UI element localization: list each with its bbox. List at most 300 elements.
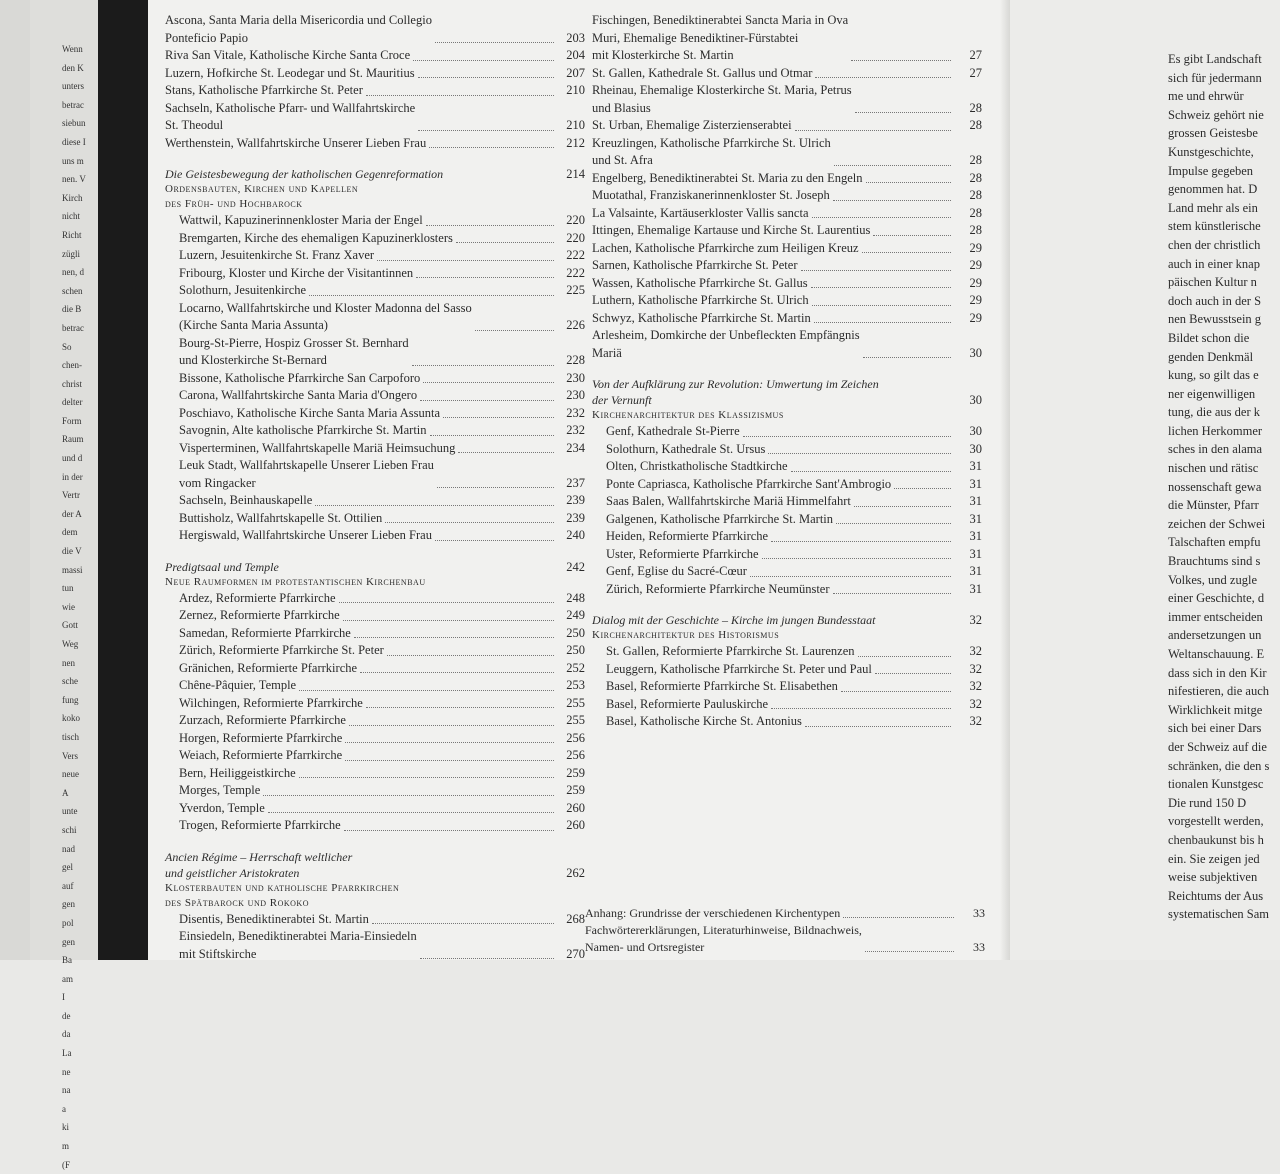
entry-title: Solothurn, Kathedrale St. Ursus — [606, 441, 766, 456]
toc-entry — [592, 12, 982, 65]
text-line: pol — [62, 917, 74, 928]
dot-leader — [814, 322, 951, 323]
dot-leader — [339, 602, 554, 603]
dot-leader — [858, 656, 951, 657]
entry-title: Bourg-St-Pierre, Hospiz Grosser St. Bernhard und Klosterkirche St-Bernard — [179, 335, 409, 367]
text-line: Die rund 150 D — [1168, 795, 1247, 810]
entry-title: Wilchingen, Reformierte Pfarrkirche — [179, 695, 363, 710]
page-number: 28 — [969, 188, 982, 202]
dot-leader — [420, 958, 554, 959]
text-line: unters — [62, 81, 84, 92]
text-line: Gott — [62, 620, 79, 631]
entry-title: Poschiavo, Katholische Kirche Santa Maria Assunta — [179, 405, 441, 420]
text-line: auch in einer knap — [1168, 256, 1260, 271]
entry-title: Gränichen, Reformierte Pfarrkirche — [179, 660, 358, 675]
text-line: Reichtums der Aus — [1168, 888, 1264, 903]
section-title: Dialog mit der Geschichte – Kirche im jungen Bundesstaat — [592, 613, 876, 627]
page-number: 28 — [969, 223, 982, 237]
dot-leader — [349, 725, 554, 726]
page-number: 32 — [969, 613, 982, 627]
text-line: tun — [62, 583, 74, 594]
text-line: der Schweiz auf die — [1168, 739, 1267, 754]
dot-leader — [836, 523, 951, 524]
toc-entry — [165, 335, 585, 370]
page-number: 226 — [566, 318, 585, 332]
text-line: nen — [62, 657, 75, 668]
entry-title: Sachseln, Katholische Pfarr- und Wallfahrtskirche St. Theodul — [165, 100, 416, 132]
entry-title: Fribourg, Kloster und Kirche der Visitantinnen — [179, 265, 414, 280]
text-line: na — [62, 1085, 71, 1096]
page-number: 242 — [566, 559, 585, 574]
dot-leader — [416, 277, 554, 278]
text-line: genden Denkmäl — [1168, 349, 1254, 364]
toc-entry — [592, 696, 982, 714]
toc-entry — [592, 581, 982, 599]
text-line: Wirklichkeit mitge — [1168, 702, 1263, 717]
toc-entry — [165, 422, 585, 440]
text-line: tung, die aus der k — [1168, 405, 1260, 420]
toc-entry — [165, 642, 585, 660]
page-number: 29 — [969, 310, 982, 325]
text-line: wie — [62, 601, 75, 612]
dot-leader — [268, 812, 554, 813]
dot-leader — [299, 690, 554, 691]
dot-leader — [377, 260, 554, 261]
page-number: 29 — [969, 293, 982, 307]
dot-leader — [771, 541, 951, 542]
book-spine — [98, 0, 148, 960]
entry-title: Fischingen, Benediktinerabtei Sancta Maria in Ova Muri, Ehemalige Benediktiner-Fürstabtei mit Klosterkirche St. Martin — [592, 13, 849, 62]
page-number: 28 — [969, 205, 982, 220]
text-line: grossen Geistesbe — [1168, 126, 1258, 141]
page-number: 253 — [566, 678, 585, 692]
text-line: tionalen Kunstgesc — [1168, 777, 1264, 792]
text-line: ne — [62, 1066, 71, 1077]
section-subtitle: Klosterbauten und katholische Pfarrkirchen des Spätbarock und Rokoko — [165, 881, 400, 909]
page-number: 220 — [566, 230, 585, 245]
text-line: fung — [62, 694, 79, 705]
entry-title: Ardez, Reformierte Pfarrkirche — [179, 590, 336, 605]
text-line: Vertr — [62, 490, 80, 501]
dot-leader — [423, 382, 554, 383]
dot-leader — [805, 726, 951, 727]
dot-leader — [430, 435, 554, 436]
toc-entry — [165, 265, 585, 283]
toc-entry — [165, 625, 585, 643]
toc-entry — [592, 458, 982, 476]
page-number: 28 — [969, 118, 982, 132]
entry-title: Muotathal, Franziskanerinnenkloster St. Joseph — [592, 188, 830, 202]
section-title: Ancien Régime – Herrschaft weltlicher und geistlicher Aristokraten — [165, 849, 353, 880]
toc-entry — [165, 247, 585, 265]
dot-leader — [458, 452, 554, 453]
entry-title: La Valsainte, Kartäuserkloster Vallis sancta — [592, 205, 809, 220]
dot-leader — [815, 77, 951, 78]
page-number: 268 — [566, 911, 585, 926]
page-number: 270 — [566, 946, 585, 961]
text-line: neue — [62, 769, 79, 780]
section-title: Die Geistesbewegung der katholischen Gegenreformation — [165, 167, 444, 181]
section-subtitle: Ordensbauten, Kirchen und Kapellen des Früh- und Hochbarock — [165, 183, 359, 210]
text-line: nen Bewusstsein g — [1168, 312, 1262, 327]
toc-entry — [592, 511, 982, 529]
dot-leader — [435, 540, 554, 541]
toc-entry — [592, 423, 982, 441]
dot-leader — [771, 708, 951, 709]
page-number: 203 — [566, 30, 585, 45]
appendix-entry — [585, 922, 985, 956]
toc-entry — [165, 82, 585, 100]
left-page-edge — [0, 0, 30, 960]
entry-title: Ponte Capriasca, Katholische Pfarrkirche Sant'Ambrogio — [606, 476, 892, 491]
text-line: andersetzungen un — [1168, 628, 1262, 643]
entry-title: Uster, Reformierte Pfarrkirche — [606, 546, 759, 561]
toc-entry — [165, 370, 585, 388]
page-number: 214 — [566, 167, 585, 181]
dot-leader — [866, 182, 951, 183]
dot-leader — [768, 453, 951, 454]
text-line: chen der christlich — [1168, 237, 1261, 252]
text-line: immer entscheiden — [1168, 609, 1263, 624]
text-line: tisch — [62, 731, 79, 742]
entry-title: Stans, Katholische Pfarrkirche St. Peter — [165, 83, 363, 97]
dot-leader — [833, 593, 951, 594]
entry-title: Trogen, Reformierte Pfarrkirche — [179, 818, 341, 832]
text-line: päischen Kultur n — [1168, 275, 1257, 290]
text-line: schen — [62, 285, 83, 296]
text-line: ner eigenwilligen — [1168, 386, 1256, 401]
page-number: 230 — [566, 370, 585, 385]
page-number: 32 — [969, 714, 982, 728]
text-line: den K — [62, 62, 84, 73]
entry-title: Genf, Kathedrale St-Pierre — [606, 424, 740, 438]
text-line: vorgestellt werden, — [1168, 814, 1264, 829]
text-line: auf — [62, 880, 74, 891]
toc-entry — [165, 730, 585, 748]
page-number: 207 — [566, 65, 585, 80]
page-number: 30 — [969, 345, 982, 360]
toc-entry — [165, 695, 585, 713]
text-line: zügli — [62, 248, 80, 259]
text-line: Land mehr als ein — [1168, 200, 1258, 215]
entry-title: Morges, Temple — [179, 783, 261, 797]
toc-entry — [165, 300, 585, 335]
toc-entry — [165, 65, 585, 83]
text-line: massi — [62, 564, 83, 575]
page-number: 31 — [969, 546, 982, 561]
toc-entry — [592, 135, 982, 170]
text-line: gen — [62, 899, 75, 910]
dot-leader — [345, 760, 554, 761]
dot-leader — [862, 252, 951, 253]
text-line: nad — [62, 843, 75, 854]
page-number: 212 — [566, 135, 585, 150]
text-line: nossenschaft gewa — [1168, 479, 1262, 494]
entry-title: Zurzach, Reformierte Pfarrkirche — [179, 713, 346, 727]
toc-section-heading — [165, 166, 585, 182]
dot-leader — [360, 672, 554, 673]
page-number: 204 — [566, 48, 585, 62]
page-number: 31 — [969, 476, 982, 491]
page-number: 29 — [969, 275, 982, 290]
toc-entry — [592, 187, 982, 205]
page-number: 230 — [566, 388, 585, 402]
section-subtitle: Neue Raumformen im protestantischen Kirchenbau — [165, 575, 426, 588]
dot-leader — [429, 147, 554, 148]
text-line: Form — [62, 415, 82, 426]
dot-leader — [437, 487, 554, 488]
entry-title: Yverdon, Temple — [179, 800, 265, 815]
entry-title: Heiden, Reformierte Pfarrkirche — [606, 529, 769, 543]
text-line: sich für jedermann — [1168, 70, 1262, 85]
page-number: 29 — [969, 240, 982, 255]
page-number: 210 — [566, 83, 585, 97]
dot-leader — [345, 742, 554, 743]
text-line: in der — [62, 471, 83, 482]
text-line: de — [62, 1010, 71, 1021]
toc-entry — [592, 240, 982, 258]
text-line: Weltanschauung. E — [1168, 647, 1265, 661]
dot-leader — [855, 112, 951, 113]
text-line: nischen und rätisc — [1168, 461, 1259, 476]
text-line: schränken, die den s — [1168, 758, 1270, 773]
text-line: weise subjektiven — [1168, 870, 1258, 885]
entry-title: Werthenstein, Wallfahrtskirche Unserer Lieben Frau — [165, 135, 427, 150]
entry-title: Buttisholz, Wallfahrtskapelle St. Ottilien — [179, 510, 383, 525]
page-number: 32 — [969, 644, 982, 658]
toc-entry — [165, 405, 585, 423]
dot-leader — [811, 287, 951, 288]
toc-entry — [165, 747, 585, 765]
toc-entry — [592, 713, 982, 731]
text-line: siebun — [62, 118, 86, 129]
text-line: gen — [62, 936, 75, 947]
text-line: me und ehrwür — [1168, 89, 1244, 104]
dot-leader — [354, 637, 554, 638]
text-line: schi — [62, 824, 77, 835]
entry-title: Luzern, Hofkirche St. Leodegar und St. Mauritius — [165, 65, 415, 80]
page-number: 220 — [566, 213, 585, 227]
text-line: kung, so gilt das e — [1168, 368, 1259, 383]
dot-leader — [443, 417, 554, 418]
entry-title: Chêne-Pâquier, Temple — [179, 678, 297, 692]
text-line: (F — [62, 1159, 71, 1170]
dot-leader — [833, 200, 951, 201]
page-number: 239 — [566, 510, 585, 525]
dot-leader — [385, 522, 554, 523]
page-number: 31 — [969, 494, 982, 508]
text-line: Volkes, und zugle — [1168, 572, 1257, 587]
entry-title: Kreuzlingen, Katholische Pfarrkirche St. Ulrich und St. Afra — [592, 135, 831, 167]
entry-title: Solothurn, Jesuitenkirche — [179, 283, 307, 297]
text-line: Raum — [62, 434, 84, 445]
text-line: delter — [62, 397, 83, 408]
toc-entry — [165, 510, 585, 528]
text-line: dem — [62, 527, 78, 538]
dot-leader — [795, 130, 951, 131]
text-line: I — [62, 992, 65, 1003]
page-number: 33 — [973, 906, 985, 920]
dot-leader — [750, 576, 951, 577]
entry-title: Disentis, Benediktinerabtei St. Martin — [179, 911, 369, 926]
toc-entry — [165, 527, 585, 545]
page-number: 28 — [969, 100, 982, 115]
text-line: der A — [62, 508, 82, 519]
dot-leader — [873, 235, 951, 236]
entry-title: Schwyz, Katholische Pfarrkirche St. Martin — [592, 310, 811, 325]
dot-leader — [418, 130, 554, 131]
page-number: 250 — [566, 625, 585, 640]
entry-title: Galgenen, Katholische Pfarrkirche St. Martin — [606, 511, 834, 526]
page-number: 31 — [969, 564, 982, 578]
page-number: 32 — [969, 696, 982, 711]
text-line: einer Geschichte, d — [1168, 591, 1265, 606]
entry-title: Fachwörtererklärungen, Literaturhinweise, Bildnachweis, Namen- und Ortsregister — [585, 923, 862, 954]
toc-entry — [592, 170, 982, 188]
entry-title: Ascona, Santa Maria della Misericordia und Collegio Ponteficio Papio — [165, 13, 432, 45]
entry-title: Bremgarten, Kirche des ehemaligen Kapuzinerklosters — [179, 230, 453, 245]
section-title: Predigtsaal und Temple — [165, 559, 279, 574]
page-number: 225 — [566, 283, 585, 297]
text-line: sches in den alama — [1168, 442, 1263, 457]
toc-entry — [592, 292, 982, 310]
page-number: 232 — [566, 405, 585, 420]
page-number: 262 — [566, 865, 585, 880]
text-line: m — [62, 1141, 70, 1152]
dot-leader — [315, 505, 554, 506]
toc-entry — [165, 911, 585, 929]
text-line: Schweiz gehört nie — [1168, 107, 1264, 122]
text-line: chen- — [62, 360, 82, 371]
dot-leader — [344, 830, 554, 831]
toc-entry — [165, 607, 585, 625]
text-line: Brauchtums sind s — [1168, 554, 1261, 569]
toc-entry — [592, 441, 982, 459]
toc-entry — [165, 712, 585, 730]
text-line: Weg — [62, 639, 79, 649]
page-number: 237 — [566, 475, 585, 490]
page-number: 31 — [969, 581, 982, 596]
text-line: Kunstgeschichte, — [1168, 144, 1254, 159]
dot-leader — [413, 60, 554, 61]
toc-entry — [165, 817, 585, 835]
entry-title: Lachen, Katholische Pfarrkirche zum Heiligen Kreuz — [592, 240, 859, 255]
toc-entry — [165, 282, 585, 300]
page-number: 256 — [566, 730, 585, 745]
text-line: Vers — [62, 750, 78, 761]
dot-leader — [475, 330, 554, 331]
toc-entry — [592, 65, 982, 83]
toc-column-right — [592, 12, 982, 731]
toc-entry — [165, 440, 585, 458]
page-number: 27 — [969, 48, 982, 62]
text-line: die B — [62, 304, 82, 315]
page-number: 239 — [566, 493, 585, 507]
dot-leader — [420, 400, 554, 401]
entry-title: Basel, Reformierte Pauluskirche — [606, 696, 769, 711]
section-subtitle: Kirchenarchitektur des Historismus — [592, 629, 780, 641]
dot-leader — [366, 95, 554, 96]
entry-title: Bissone, Katholische Pfarrkirche San Carpoforo — [179, 370, 421, 385]
text-line: So — [62, 341, 72, 352]
text-line: Wenn — [62, 44, 83, 54]
dot-leader — [762, 558, 951, 559]
page-number: 259 — [566, 783, 585, 797]
text-line: Bildet schon die — [1168, 330, 1250, 345]
entry-title: Locarno, Wallfahrtskirche und Kloster Madonna del Sasso (Kirche Santa Maria Assunta) — [179, 300, 472, 332]
page-number: 32 — [969, 661, 982, 676]
entry-title: Zürich, Reformierte Pfarrkirche St. Peter — [179, 643, 384, 657]
dot-leader — [435, 42, 554, 43]
toc-entry — [592, 528, 982, 546]
toc-entry — [592, 546, 982, 564]
text-line: am — [62, 973, 73, 984]
page-number: 30 — [969, 393, 982, 407]
text-line: nicht — [62, 211, 80, 222]
page-number: 28 — [969, 153, 982, 167]
toc-entry — [592, 643, 982, 661]
toc-entry — [592, 205, 982, 223]
entry-title: St. Gallen, Kathedrale St. Gallus und Otmar — [592, 65, 813, 80]
toc-entry — [165, 677, 585, 695]
entry-title: Genf, Eglise du Sacré-Cœur — [606, 564, 747, 578]
page-number: 255 — [566, 713, 585, 727]
entry-title: Riva San Vitale, Katholische Kirche Santa Croce — [165, 48, 411, 62]
page-number: 30 — [969, 441, 982, 456]
dot-leader — [834, 165, 951, 166]
dot-leader — [854, 506, 951, 507]
dot-leader — [372, 923, 554, 924]
entry-title: Luzern, Jesuitenkirche St. Franz Xaver — [179, 248, 375, 262]
page-number: 222 — [566, 265, 585, 280]
toc-section-heading — [592, 376, 982, 408]
text-line: a — [62, 1103, 66, 1114]
dot-leader — [743, 436, 951, 437]
text-line: nen, d — [62, 267, 84, 278]
toc-entry — [592, 82, 982, 117]
text-line: uns m — [62, 155, 84, 166]
text-line: gel — [62, 862, 73, 873]
dot-leader — [863, 357, 951, 358]
entry-title: Olten, Christkatholische Stadtkirche — [606, 459, 788, 473]
entry-title: Visperterminen, Wallfahrtskapelle Mariä Heimsuchung — [179, 440, 456, 455]
toc-entry — [592, 257, 982, 275]
dot-leader — [851, 60, 951, 61]
toc-entry — [592, 678, 982, 696]
text-line: Talschaften empfu — [1168, 535, 1261, 550]
toc-entry — [165, 492, 585, 510]
toc-entry — [165, 765, 585, 783]
text-line: A — [62, 787, 69, 798]
dot-leader — [343, 620, 554, 621]
entry-title: Hergiswald, Wallfahrtskirche Unserer Lieben Frau — [179, 528, 432, 542]
toc-entry — [592, 661, 982, 679]
toc-entry — [165, 12, 585, 47]
text-line: betrac — [62, 99, 84, 110]
dot-leader — [843, 917, 954, 918]
entry-title: Einsiedeln, Benediktinerabtei Maria-Einsiedeln mit Stiftskirche — [179, 929, 417, 961]
entry-title: Zürich, Reformierte Pfarrkirche Neumünster — [606, 581, 830, 596]
text-line: systematischen Sam — [1168, 907, 1270, 922]
text-line: die V — [62, 546, 82, 557]
section-title: Von der Aufklärung zur Revolution: Umwertung im Zeichen der Vernunft — [592, 377, 879, 407]
entry-title: Samedan, Reformierte Pfarrkirche — [179, 625, 351, 640]
toc-entry — [165, 782, 585, 800]
toc-entry — [592, 117, 982, 135]
entry-title: St. Gallen, Reformierte Pfarrkirche St. Laurenzen — [606, 644, 855, 658]
text-line: nifestieren, die auch — [1168, 684, 1269, 699]
dot-leader — [418, 77, 554, 78]
